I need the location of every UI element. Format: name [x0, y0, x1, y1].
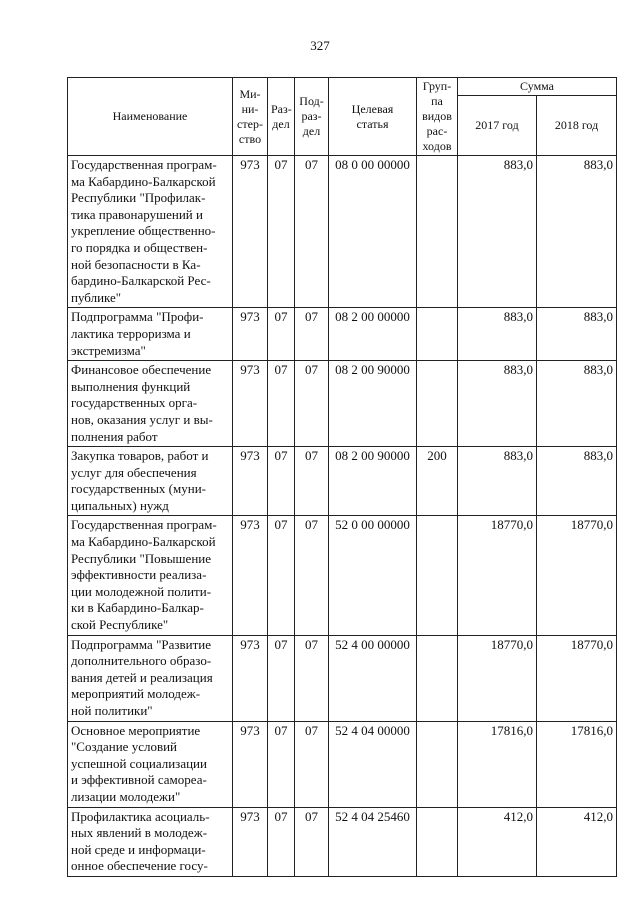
row-name: Государственная програм- ма Кабардино-Балкарской Республики "Профилак- тика правонарушений и укрепление общественно- го порядка и обществен- ной безопасности в Ка- бардино-Балкарской Рес- публике" — [68, 156, 233, 308]
row-sum-2018: 18770,0 — [537, 516, 617, 635]
row-sum-2017: 883,0 — [458, 447, 537, 516]
row-ministry: 973 — [233, 635, 268, 721]
row-ministry: 973 — [233, 807, 268, 876]
table-row — [68, 361, 617, 447]
table-row — [68, 156, 617, 308]
row-target: 08 2 00 90000 — [329, 361, 417, 447]
row-subsection: 07 — [295, 807, 329, 876]
row-sum-2018: 17816,0 — [537, 721, 617, 807]
row-name: Подпрограмма "Развитие дополнительного образо- вания детей и реализация мероприятий молодеж- ной политики" — [68, 635, 233, 721]
row-sum-2018: 883,0 — [537, 447, 617, 516]
table-row — [68, 447, 617, 516]
row-ministry: 973 — [233, 156, 268, 308]
header-name: Наименование — [68, 78, 233, 156]
row-target: 08 2 00 00000 — [329, 308, 417, 361]
row-ministry: 973 — [233, 361, 268, 447]
table-row — [68, 721, 617, 807]
row-subsection: 07 — [295, 635, 329, 721]
row-subsection: 07 — [295, 156, 329, 308]
row-section: 07 — [268, 721, 295, 807]
page-number: 327 — [310, 38, 330, 53]
row-subsection: 07 — [295, 516, 329, 635]
row-section: 07 — [268, 516, 295, 635]
row-sum-2017: 883,0 — [458, 156, 537, 308]
row-subsection: 07 — [295, 308, 329, 361]
row-name: Государственная програм- ма Кабардино-Балкарской Республики "Повышение эффективности реализа- ции молодежной полити- ки в Кабардино-Балкар- ской Республике" — [68, 516, 233, 635]
row-sum-2017: 883,0 — [458, 308, 537, 361]
header-year-2017: 2017 год — [458, 96, 537, 156]
row-group: 200 — [417, 447, 458, 516]
row-sum-2018: 883,0 — [537, 156, 617, 308]
row-section: 07 — [268, 156, 295, 308]
row-ministry: 973 — [233, 308, 268, 361]
table-row — [68, 635, 617, 721]
row-name: Финансовое обеспечение выполнения функций государственных орга- нов, оказания услуг и вы- полнения работ — [68, 361, 233, 447]
row-section: 07 — [268, 447, 295, 516]
row-group — [417, 361, 458, 447]
row-section: 07 — [268, 308, 295, 361]
row-sum-2018: 883,0 — [537, 308, 617, 361]
header-expense-group: Груп- па видов рас- ходов — [417, 78, 458, 156]
row-target: 52 4 00 00000 — [329, 635, 417, 721]
header-target: Целевая статья — [329, 78, 417, 156]
row-sum-2018: 18770,0 — [537, 635, 617, 721]
row-section: 07 — [268, 361, 295, 447]
row-group — [417, 156, 458, 308]
row-sum-2017: 18770,0 — [458, 635, 537, 721]
budget-table — [67, 77, 617, 877]
row-sum-2017: 17816,0 — [458, 721, 537, 807]
row-subsection: 07 — [295, 721, 329, 807]
row-sum-2017: 412,0 — [458, 807, 537, 876]
row-group — [417, 635, 458, 721]
row-subsection: 07 — [295, 361, 329, 447]
table-row — [68, 516, 617, 635]
row-target: 08 0 00 00000 — [329, 156, 417, 308]
row-ministry: 973 — [233, 516, 268, 635]
row-target: 52 4 04 00000 — [329, 721, 417, 807]
row-sum-2018: 883,0 — [537, 361, 617, 447]
row-group — [417, 721, 458, 807]
row-ministry: 973 — [233, 721, 268, 807]
row-target: 52 4 04 25460 — [329, 807, 417, 876]
row-name: Подпрограмма "Профи- лактика терроризма и экстремизма" — [68, 308, 233, 361]
row-sum-2018: 412,0 — [537, 807, 617, 876]
header-subsection: Под- раз- дел — [295, 78, 329, 156]
row-sum-2017: 18770,0 — [458, 516, 537, 635]
header-ministry: Ми- ни- стер- ство — [233, 78, 268, 156]
row-group — [417, 807, 458, 876]
row-sum-2017: 883,0 — [458, 361, 537, 447]
row-group — [417, 308, 458, 361]
row-subsection: 07 — [295, 447, 329, 516]
header-year-2018: 2018 год — [537, 96, 617, 156]
row-name: Профилактика асоциаль- ных явлений в молодеж- ной среде и информаци- онное обеспечение госу- — [68, 807, 233, 876]
row-target: 08 2 00 90000 — [329, 447, 417, 516]
row-name: Закупка товаров, работ и услуг для обеспечения государственных (муни- ципальных) нужд — [68, 447, 233, 516]
header-sum: Сумма — [458, 78, 617, 96]
header-row — [68, 78, 617, 96]
header-section: Раз- дел — [268, 78, 295, 156]
row-target: 52 0 00 00000 — [329, 516, 417, 635]
row-name: Основное мероприятие "Создание условий успешной социализации и эффективной самореа- лизации молодежи" — [68, 721, 233, 807]
row-group — [417, 516, 458, 635]
table-row — [68, 308, 617, 361]
table-row — [68, 807, 617, 876]
row-ministry: 973 — [233, 447, 268, 516]
row-section: 07 — [268, 807, 295, 876]
row-section: 07 — [268, 635, 295, 721]
